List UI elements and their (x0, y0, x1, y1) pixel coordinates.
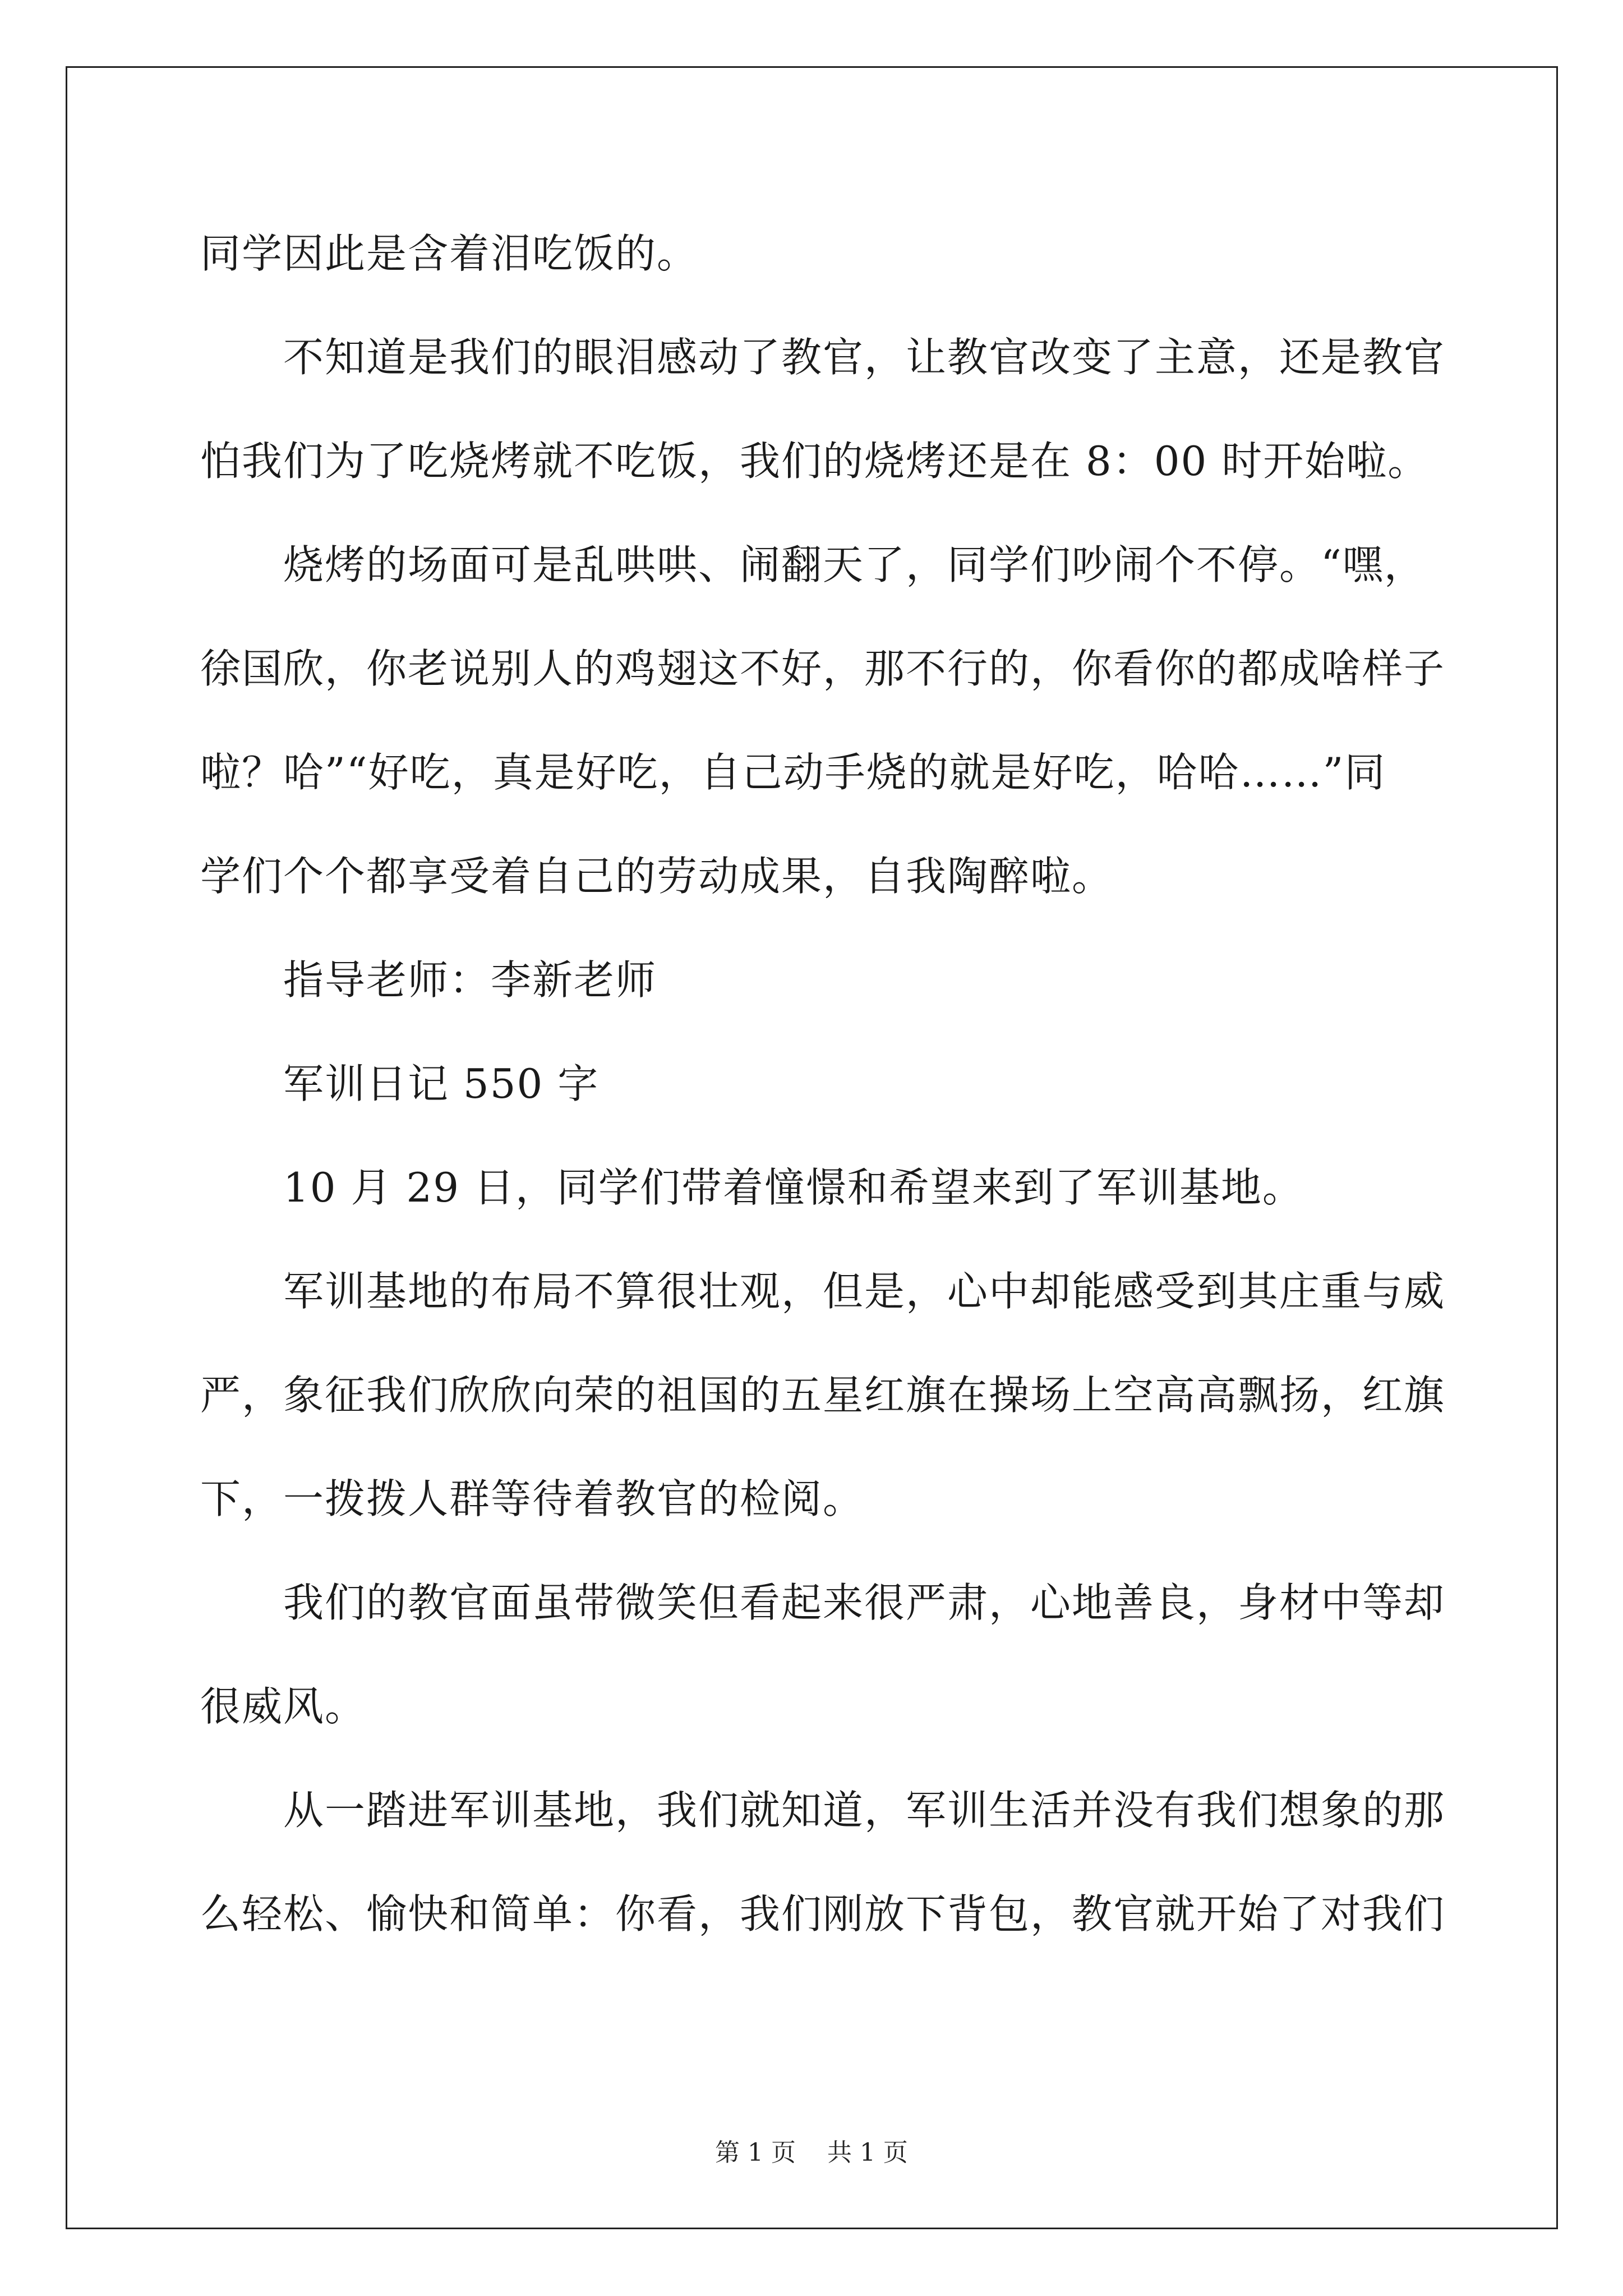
text-line: 不知道是我们的眼泪感动了教官，让教官改变了主意，还是教官 (200, 334, 1446, 381)
text-line: 军训日记 550 字 (200, 1060, 600, 1107)
text-line: 烧烤的场面可是乱哄哄、闹翻天了，同学们吵闹个不停。“嘿， (200, 541, 1426, 588)
text-line: 么轻松、愉快和简单：你看，我们刚放下背包，教官就开始了对我们 (200, 1890, 1446, 1938)
text-line: 我们的教官面虽带微笑但看起来很严肃，心地善良，身材中等却 (200, 1579, 1446, 1626)
text-line: 从一踏进军训基地，我们就知道，军训生活并没有我们想象的那 (200, 1787, 1446, 1834)
text-line: 指导老师：李新老师 (200, 956, 657, 1004)
text-line: 军训基地的布局不算很壮观，但是，心中却能感受到其庄重与威 (200, 1268, 1446, 1315)
text-line: 严，象征我们欣欣向荣的祖国的五星红旗在操场上空高高飘扬，红旗 (200, 1372, 1446, 1419)
text-line: 徐国欣，你老说别人的鸡翅这不好，那不行的，你看你的都成啥样子 (200, 645, 1446, 692)
text-line: 怕我们为了吃烧烤就不吃饭，我们的烧烤还是在 8：00 时开始啦。 (200, 438, 1430, 485)
page-footer: 第 1 页 共 1 页 (715, 2138, 908, 2167)
text-line: 同学因此是含着泪吃饭的。 (200, 230, 699, 277)
text-line: 10 月 29 日，同学们带着憧憬和希望来到了军训基地。 (200, 1164, 1304, 1211)
text-line: 下，一拨拨人群等待着教官的检阅。 (200, 1475, 865, 1522)
text-line: 很威风。 (200, 1683, 367, 1730)
text-line: 学们个个都享受着自己的劳动成果，自我陶醉啦。 (200, 853, 1114, 900)
text-line: 啦？哈”“好吃，真是好吃，自己动手烧的就是好吃，哈哈……”同 (200, 749, 1386, 796)
